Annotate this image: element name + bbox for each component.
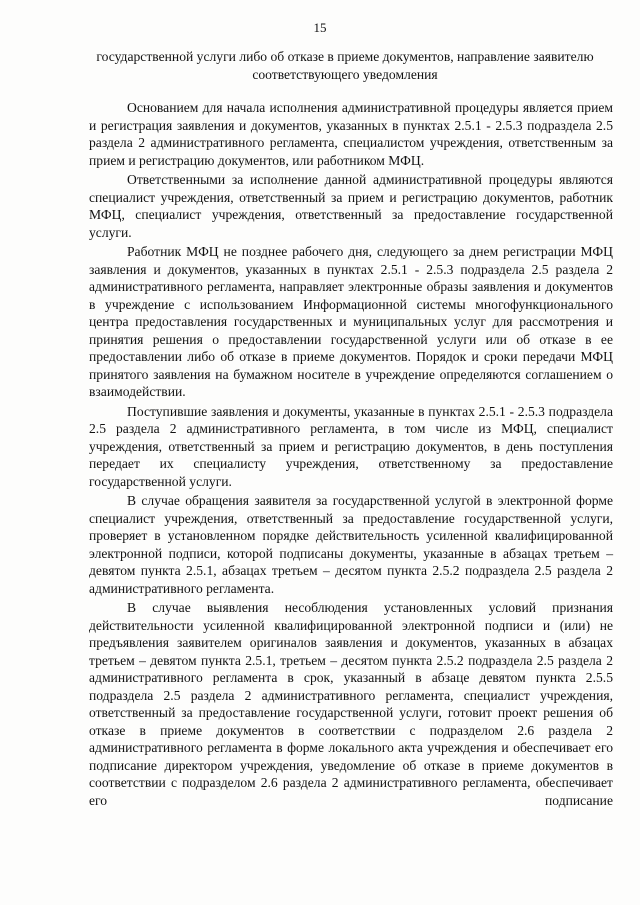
document-body bbox=[89, 99, 613, 811]
paragraph: В случае выявления несоблюдения установленных условий признания действительности усиленной квалифицированной электронной подписи и (или) не предъявления заявителем оригиналов заявления и документов, указанных в абзацах третьем – девятом пункта 2.5.1, третьем – десятом пункта 2.5.2 подраздела 2.5 раздела 2 административного регламента в срок, указанный в абзаце девятом пункта 2.5.5 подраздела 2.5 раздела 2 административного регламента, специалист учреждения, ответственный за предоставление государственной услуги, готовит проект решения об отказе в приеме документов в соответствии с подразделом 2.6 раздела 2 административного регламента в форме локального акта учреждения и обеспечивает его подписание директором учреждения, уведомление об отказе в приеме документов в соответствии с подразделом 2.6 раздела 2 административного регламента, обеспечивает его подписание bbox=[89, 600, 613, 808]
section-heading: государственной услуги либо об отказе в приеме документов, направление заявителю соответствующего уведомления bbox=[96, 49, 594, 82]
paragraph: Работник МФЦ не позднее рабочего дня, следующего за днем регистрации МФЦ заявления и документов, указанных в пунктах 2.5.1 - 2.5.3 подраздела 2.5 раздела 2 административного регламента, направляет электронные образы заявления и документов в учреждение с использованием Информационной системы многофункционального центра предоставления государственных и муниципальных услуг для рассмотрения и принятия решения о предоставлении государственной услуги или об отказе в ее предоставлении либо об отказе в приеме документов. Порядок и сроки передачи МФЦ принятого заявления на бумажном носителе в учреждение определяются соглашением о взаимодействии. bbox=[89, 244, 613, 399]
paragraph: Основанием для начала исполнения административной процедуры является прием и регистрация заявления и документов, указанных в пунктах 2.5.1 - 2.5.3 подраздела 2.5 раздела 2 административного регламента, специалистом учреждения, ответственным за прием и регистрацию документов, или работником МФЦ. bbox=[89, 100, 613, 168]
paragraph: В случае обращения заявителя за государственной услугой в электронной форме специалист учреждения, ответственный за предоставление государственной услуги, проверяет в установленном порядке действительность усиленной квалифицированной электронной подписи, которой подписаны документы, указанные в абзацах третьем – девятом пункта 2.5.1, абзацах третьем – десятом пункта 2.5.2 подраздела 2.5 раздела 2 административного регламента. bbox=[89, 493, 613, 596]
page-number: 15 bbox=[313, 20, 327, 35]
paragraph: Поступившие заявления и документы, указанные в пунктах 2.5.1 - 2.5.3 подраздела 2.5 раздела 2 административного регламента, в том числе из МФЦ, специалист учреждения, ответственный за прием и регистрацию документов, в день поступления передает их специалисту учреждения, ответственному за предоставление государственной услуги. bbox=[89, 403, 613, 489]
paragraph: Ответственными за исполнение данной административной процедуры являются специалист учреждения, ответственный за прием и регистрацию документов, работник МФЦ, специалист учреждения, ответственный за предоставление государственной услуги. bbox=[89, 172, 613, 240]
